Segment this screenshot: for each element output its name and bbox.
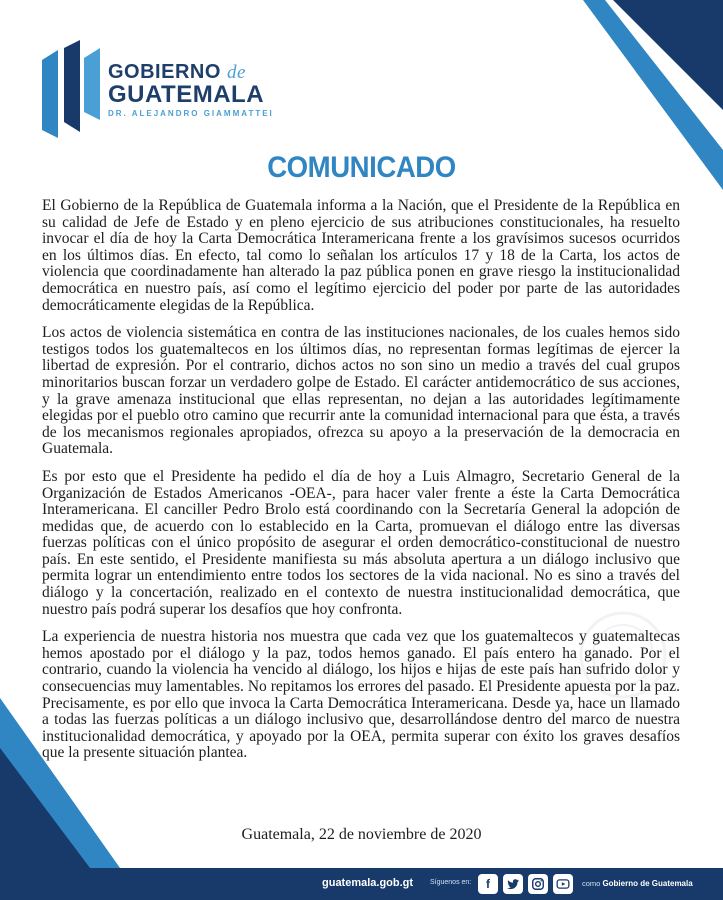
- footer-bar: [0, 868, 723, 900]
- communique-body: [42, 198, 680, 773]
- logo-mark-icon: [42, 40, 100, 138]
- paragraph-2: Los actos de violencia sistemática en contra de las instituciones nacionales, de los cuales hemos sido testigos todos los guatemaltecos en los últimos días, no representan formas legítimas de ejercer la libertad de expresión. Por el contrario, dichos actos no son sino un medio a través del cual grupos minoritarios buscan forzar un verdadero golpe de Estado. El carácter antidemocrático de sus acciones, y la grave amenaza institucional que ellas representan, no dejan a las autoridades legítimamente elegidas por el pueblo otro camino que recurrir ante la comunidad internacional para que ésta, a través de los mecanismos regionales apropiados, ofrezca su apoyo a la preservación de la democracia en Guatemala.: [42, 324, 680, 458]
- logo-word-gobierno: GOBIERNO: [108, 61, 221, 83]
- website-link[interactable]: guatemala.gob.gt: [322, 877, 414, 889]
- paragraph-4: La experiencia de nuestra historia nos muestra que cada vez que los guatemaltecos y guatemaltecas hemos apostado por el diálogo y la paz, todos hemos ganado. El país entero ha ganado. Por el contrario, cuando la violencia ha vencido al diálogo, los hijos e hijas de este país han sufrido dolor y consecuencias muy lamentables. No repitamos los errores del pasado. El Presidente apuesta por la paz. Precisamente, es por ello que invoca la Carta Democrática Interamericana. Desde ya, hace un llamado a todas las fuerzas políticas a un diálogo inclusivo que, desarrollándose dentro del marco de nuestra institucionalidad democrática, y apoyado por la OEA, permita superar con éxito los graves desafíos que la presente situación plantea.: [42, 628, 680, 762]
- paragraph-1: El Gobierno de la República de Guatemala informa a la Nación, que el Presidente de la República en su calidad de Jefe de Estado y en pleno ejercicio de sus atribuciones constitucionales, ha resuelto invocar el día de hoy la Carta Democrática Interamericana frente a los gravísimos sucesos ocurridos en los últimos días. En efecto, tal como lo señalan los artículos 17 y 18 de la Carta, los actos de violencia que coordinadamente han alterado la paz pública ponen en grave riesgo la institucionalidad democrática en nuestro país, así como el legítimo ejercicio del poder por parte de las autoridades democráticamente elegidas de la República.: [42, 197, 680, 314]
- footer-como-prefix: como: [582, 879, 601, 888]
- twitter-icon[interactable]: [503, 874, 523, 894]
- page-title: COMUNICADO: [267, 151, 456, 184]
- facebook-icon[interactable]: f: [478, 874, 498, 894]
- logo-line-gobierno: [108, 62, 274, 83]
- instagram-icon[interactable]: [528, 874, 548, 894]
- paragraph-3: Es por esto que el Presidente ha pedido el día de hoy a Luis Almagro, Secretario General de la Organización de Estados Americanos -OEA-, para hacer valer frente a éste la Carta Democrática Interamericana. El canciller Pedro Brolo está coordinando con la Secretaría General la adopción de medidas que, de acuerdo con lo establecido en la Carta, promuevan el diálogo entre las diversas fuerzas políticas con el único propósito de asegurar el orden democrático-constitucional de nuestro país. En este sentido, el Presidente manifiesta su más absoluta apertura a un diálogo inclusivo que permita lograr un entendimiento entre todos los sectores de la vida nacional. No es sino a través del diálogo y la concertación, realizado en el contexto de nuestra institucionalidad democrática, que nuestro país podrá superar los desafíos que hoy confronta.: [42, 467, 680, 618]
- logo-text: [108, 62, 274, 118]
- date-line: Guatemala, 22 de noviembre de 2020: [241, 826, 482, 843]
- logo-word-guatemala: GUATEMALA: [108, 81, 265, 108]
- logo-word-de: de: [226, 62, 246, 83]
- youtube-icon[interactable]: [553, 874, 573, 894]
- footer-handle: [582, 879, 693, 888]
- follow-label: Síguenos en:: [430, 879, 472, 886]
- footer-handle-name: Gobierno de Guatemala: [602, 879, 693, 888]
- logo-president-name: DR. ALEJANDRO GIAMMATTEI: [108, 109, 274, 118]
- government-logo: [42, 40, 302, 140]
